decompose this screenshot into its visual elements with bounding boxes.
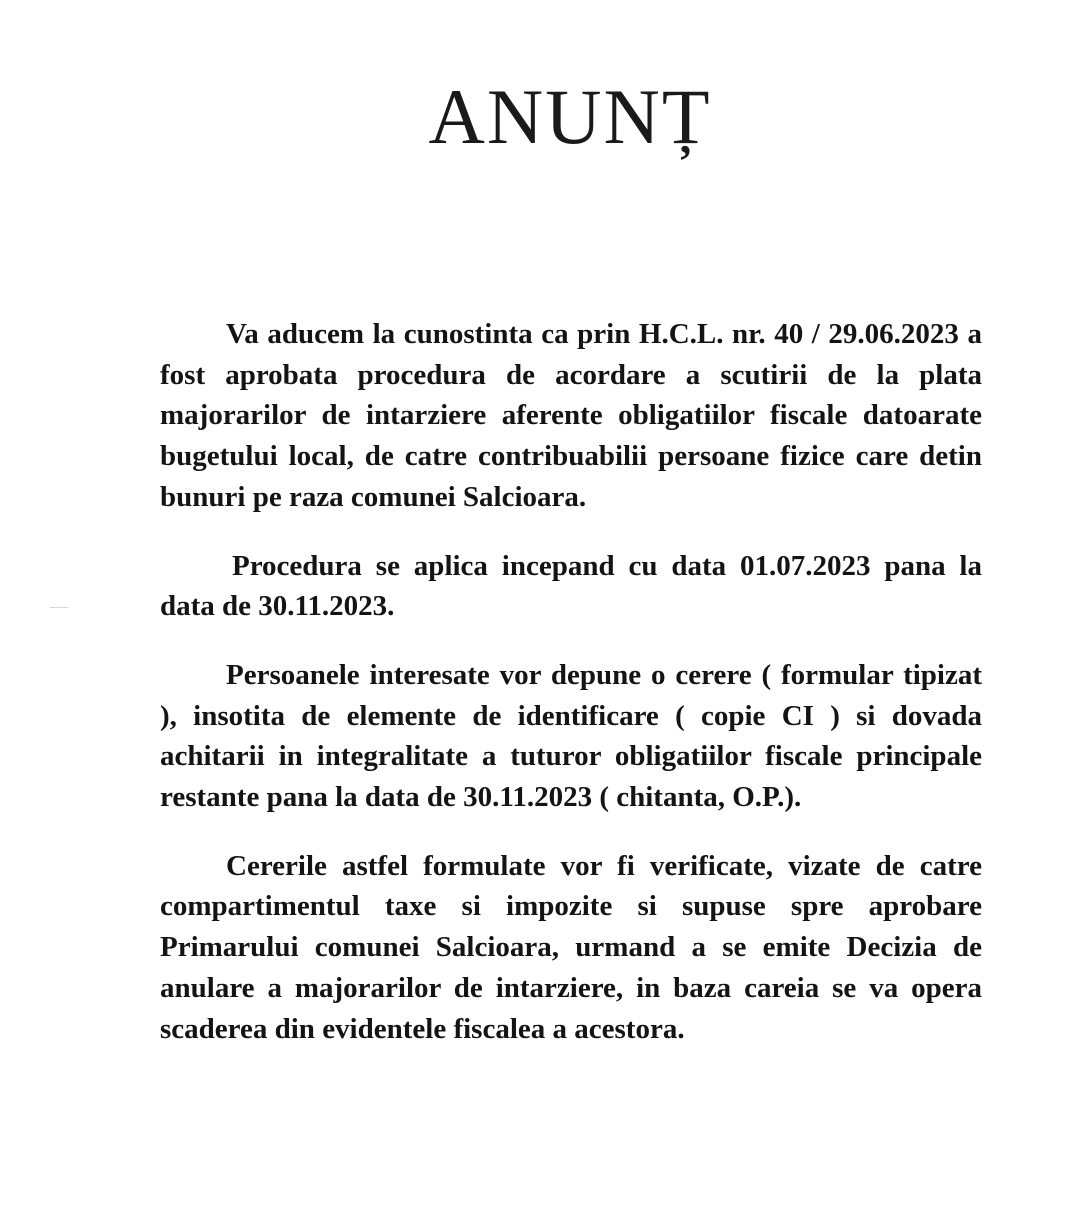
paragraph-procedure-period: Procedura se aplica incepand cu data 01.07.2023 pana la data de 30.11.2023. [160,549,982,623]
paragraph-hcl-approval: Va aducem la cunostinta ca prin H.C.L. nr. 40 / 29.06.2023 a fost aprobata procedura de acordare a scutirii de la plata majorarilor de intarziere aferente obligatiilor fiscale datoarate bugetului local, de catre contribuabilii persoane fizice care detin bunuri pe raza comunei Salcioara. [160,318,982,513]
paragraph-verification-decision: Cererile astfel formulate vor fi verificate, vizate de catre compartimentul taxe si impozite si supuse spre aprobare Primarului comunei Salcioara, urmand a se emite Decizia de anulare a majorarilor de intarziere, in baza careia se va opera scaderea din evidentele fiscalea a acestora. [160,849,982,1045]
scan-artifact [50,607,68,608]
announcement-title: ANUNȚ [428,73,712,160]
paragraph-application-requirements: Persoanele interesate vor depune o cerere ( formular tipizat ), insotita de elemente de identificare ( copie CI ) si dovada achitarii in integralitate a tuturor obligatiilor fiscale principale restante pana la data de 30.11.2023 ( chitanta, O.P.). [160,658,982,814]
announcement-body [160,314,982,1049]
